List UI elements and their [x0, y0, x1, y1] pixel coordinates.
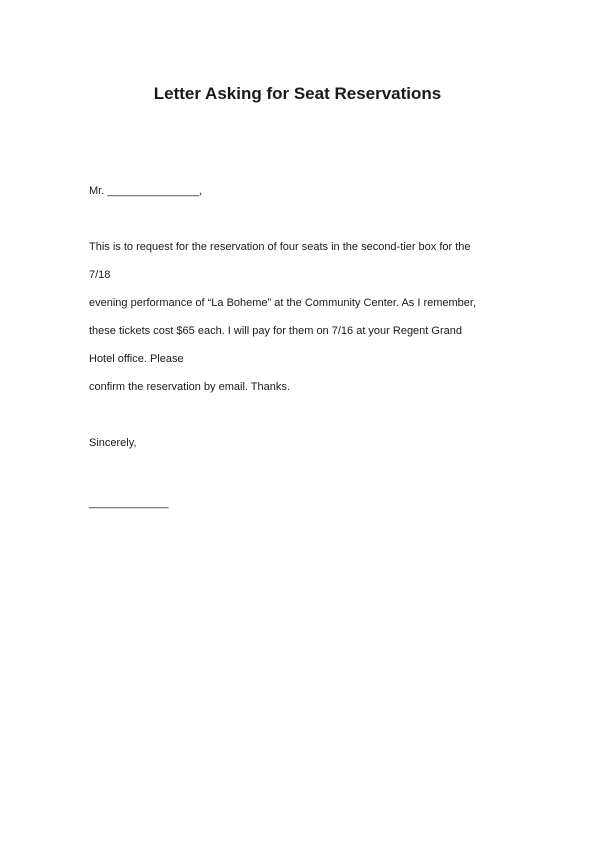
body-line-2: 7/18: [89, 269, 111, 281]
closing: Sincerely,: [89, 437, 137, 449]
salutation: Mr. _______________,: [89, 185, 203, 197]
body-line-6: confirm the reservation by email. Thanks.: [89, 381, 290, 393]
body-line-1: This is to request for the reservation of four seats in the second-tier box for the: [89, 241, 471, 253]
signature-line: _____________: [89, 497, 169, 509]
body-line-5: Hotel office. Please: [89, 353, 184, 365]
body-line-3: evening performance of “La Boheme” at the Community Center. As I remember,: [89, 297, 477, 309]
letter-title: Letter Asking for Seat Reservations: [153, 84, 442, 103]
body-line-4: these tickets cost $65 each. I will pay for them on 7/16 at your Regent Grand: [89, 325, 462, 337]
